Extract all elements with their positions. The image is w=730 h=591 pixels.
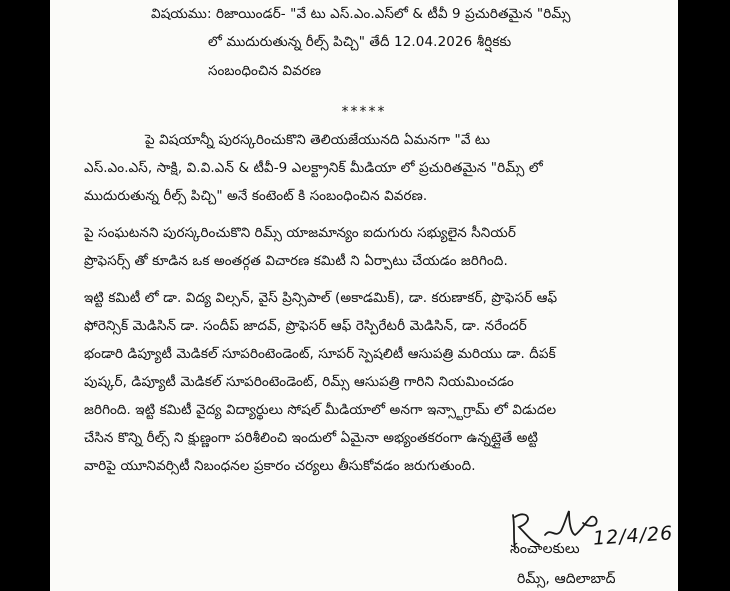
para2-line1: పై సంఘటనని పురస్కరించుకొని రిమ్స్ యాజమాన్యం ఐదుగురు సభ్యులైన సీనియర్ (84, 225, 516, 241)
para3-line3: భండారి డిప్యూటీ మెడికల్ సూపరింటెండెంట్, సూపర్ స్పెషలిటీ ఆసుపత్రి మరియు డా. దీపక్ (84, 346, 556, 362)
para1-line1: పై విషయాన్నీ పురస్కరించుకొని తెలియజేయునది ఏమనగా "వే టు (145, 132, 491, 148)
signatory-designation: సంచాలకులు (510, 541, 580, 557)
document-page (50, 0, 678, 591)
subject-line-1: విషయము: రిజాయిండర్- "వే టు ఎస్.ఎం.ఎస్‌లో & టీవీ 9 ప్రచురితమైన "రిమ్స్ (151, 6, 571, 22)
handwritten-date: 12/4/26 (592, 522, 674, 550)
para3-line7: వారిపై యూనివర్సిటీ నిబంధనల ప్రకారం చర్యలు తీసుకోవడం జరుగుతుంది. (84, 458, 476, 474)
para2-line2: ప్రొఫెసర్స్ తో కూడిన ఒక అంతర్గత విచారణ కమిటీ ని ఏర్పాటు చేయడం జరిగింది. (84, 253, 508, 269)
signatory-organization: రిమ్స్, ఆదిలాబాద్ (517, 571, 616, 587)
para1-line2: ఎస్.ఎం.ఎస్, సాక్షి, వి.వి.ఎన్ & టీవీ-9 ఎలక్ట్రానిక్ మీడియా లో ప్రచురితమైన "రిమ్స్ లో (84, 160, 543, 176)
para3-line5: జరిగింది. ఇట్టి కమిటీ వైద్య విద్యార్థులు సోషల్ మీడియాలో అనగా ఇన్స్టాగ్రామ్ లో విడుదల (84, 402, 557, 418)
para3-line1: ఇట్టి కమిటీ లో డా. విద్య విల్సన్, వైస్ ప్రిన్సిపాల్ (అకాడమిక్), డా. కరుణాకర్, ప్రొఫెసర్ ఆఫ్ (84, 290, 558, 306)
para3-line2: ఫోరెన్సిక్ మెడిసిన్ డా. సందీప్ జాదవ్, ప్రొఫెసర్ ఆఫ్ రెస్పిరేటరీ మెడిసిన్, డా. నరేందర్ (84, 318, 527, 334)
separator-stars: ***** (341, 104, 387, 120)
para3-line6: చేసిన కొన్ని రీల్స్ ని క్షుణ్ణంగా పరిశీలించి ఇందులో ఏమైనా అభ్యంతకరంగా ఉన్నట్లైతే అట్టి (84, 430, 538, 446)
para3-line4: పుష్కర్, డిప్యూటీ మెడికల్ సూపరింటెండెంట్, రిమ్స్ ఆసుపత్రి గారిని నియమించడం (84, 374, 514, 390)
subject-line-2: లో ముదురుతున్న రీల్స్ పిచ్చి" తేదీ 12.04.2026 శీర్షికకు (208, 34, 512, 50)
para1-line3: ముదురుతున్న రీల్స్ పిచ్చి" అనే కంటెంట్ కి సంబంధించిన వివరణ. (84, 188, 428, 204)
subject-line-3: సంబంధించిన వివరణ (208, 63, 322, 79)
